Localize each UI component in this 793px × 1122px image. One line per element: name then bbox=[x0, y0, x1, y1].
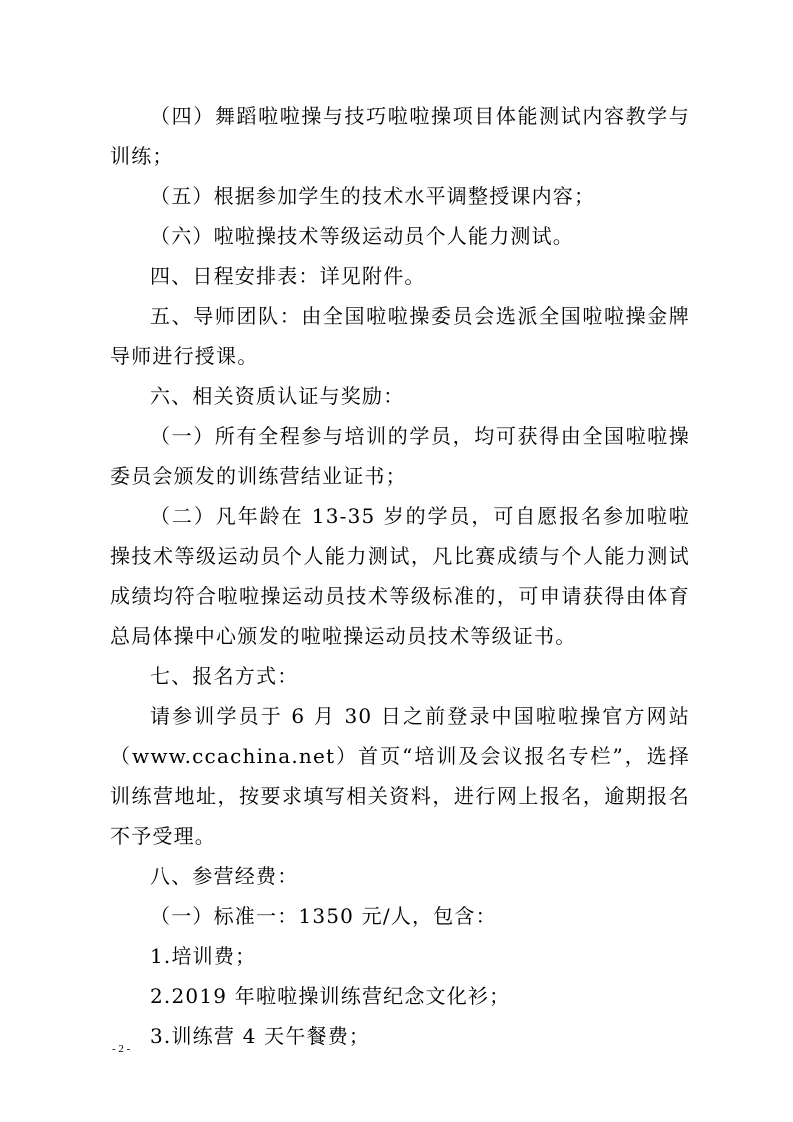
list-item-training-fee: 1.培训费； bbox=[150, 944, 257, 968]
paragraph-section-6: （六）啦啦操技术等级运动员个人能力测试。 bbox=[150, 224, 574, 248]
paragraph-fee-standard-1: （一）标准一：1350 元/人，包含： bbox=[150, 904, 497, 928]
heading-certification: 六、相关资质认证与奖励： bbox=[150, 384, 405, 408]
heading-mentor-team: 五、导师团队：由全国啦啦操委员会选派全国啦啦操金牌导师进行授课。 bbox=[110, 304, 690, 368]
list-item-lunch: 3.训练营 4 天午餐费； bbox=[150, 1024, 371, 1048]
heading-fees: 八、参营经费： bbox=[150, 864, 299, 888]
heading-registration: 七、报名方式： bbox=[150, 664, 299, 688]
paragraph-section-5: （五）根据参加学生的技术水平调整授课内容； bbox=[150, 184, 596, 208]
paragraph-cert-2: （二）凡年龄在 13-35 岁的学员，可自愿报名参加啦啦操技术等级运动员个人能力测试，凡比赛成绩与个人能力测试成绩均符合啦啦操运动员技术等级标准的，可申请获得由体育总局体操中心颁发的啦啦操运动员技术等级证书。 bbox=[110, 504, 690, 648]
paragraph-cert-1: （一）所有全程参与培训的学员，均可获得由全国啦啦操委员会颁发的训练营结业证书； bbox=[110, 424, 690, 488]
list-item-tshirt: 2.2019 年啦啦操训练营纪念文化衫； bbox=[150, 984, 511, 1008]
page-number: - 2 - bbox=[112, 1043, 131, 1055]
paragraph-registration: 请参训学员于 6 月 30 日之前登录中国啦啦操官方网站（www.ccachina.net）首页“培训及会议报名专栏”，选择训练营地址，按要求填写相关资料，进行网上报名，逾期报名不予受理。 bbox=[110, 704, 690, 848]
paragraph-section-4: （四）舞蹈啦啦操与技巧啦啦操项目体能测试内容教学与训练； bbox=[110, 104, 690, 168]
heading-schedule: 四、日程安排表：详见附件。 bbox=[150, 264, 426, 288]
